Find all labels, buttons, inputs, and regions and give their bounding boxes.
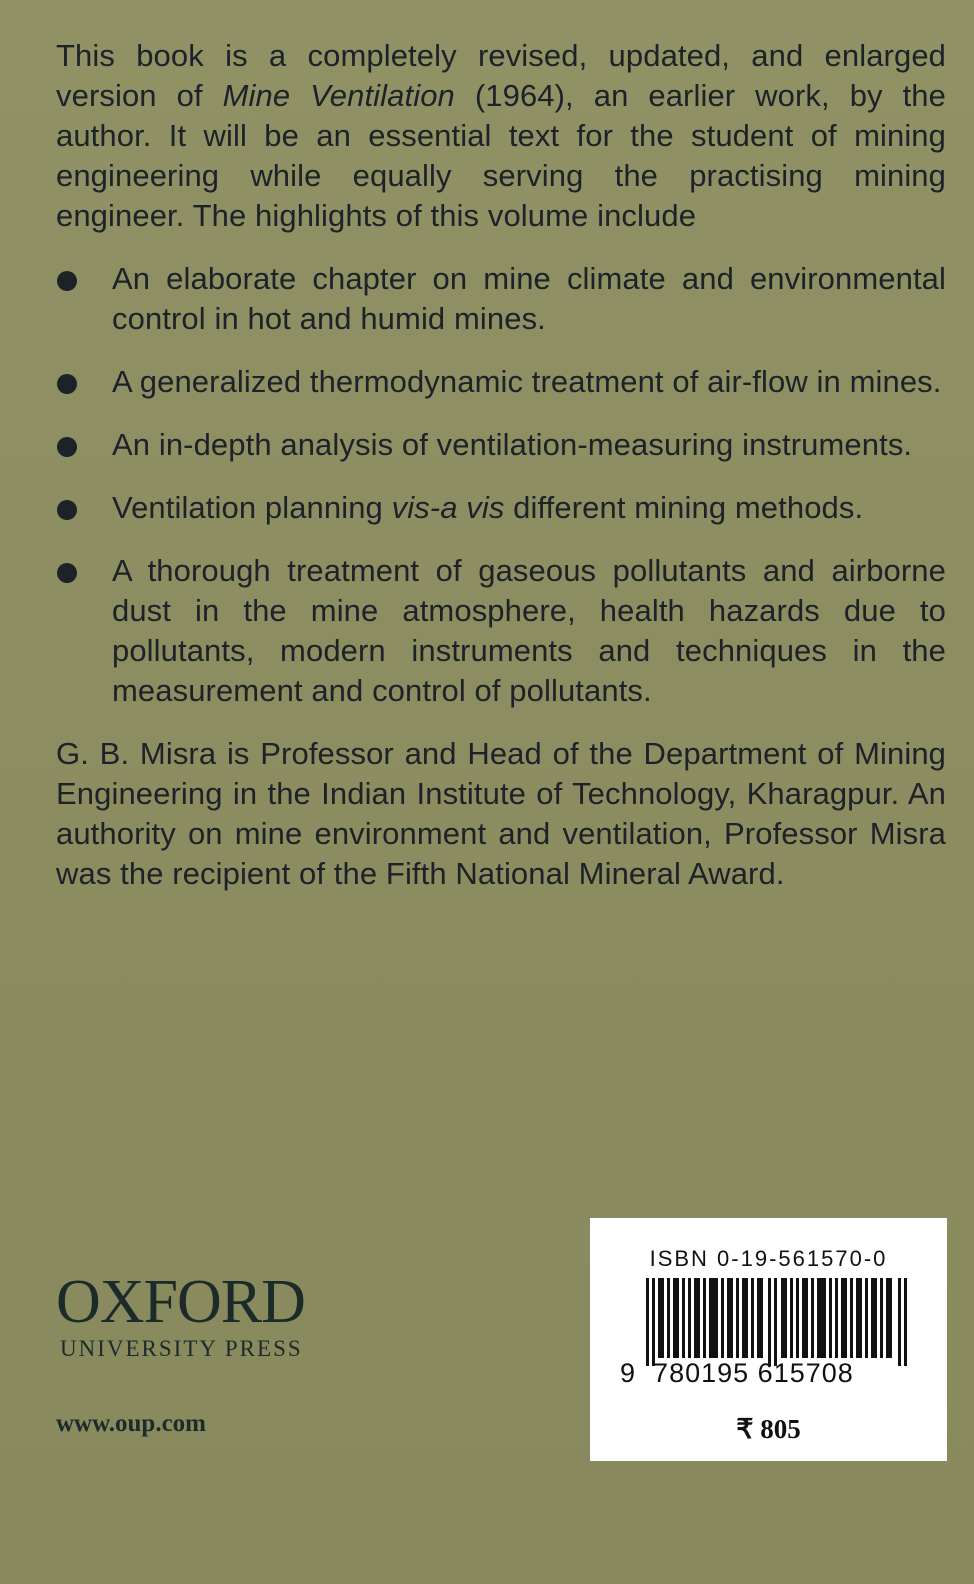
highlight-italic-phrase: vis-a vis <box>391 490 505 525</box>
ean-left-group: 780195 <box>653 1358 750 1388</box>
intro-book-title: Mine Ventilation <box>222 78 455 113</box>
list-item <box>56 362 946 402</box>
highlights-list <box>56 259 946 711</box>
publisher-name: OXFORD <box>56 1268 305 1336</box>
bullet-icon <box>57 563 77 583</box>
bullet-icon <box>57 500 77 520</box>
list-item <box>56 259 946 339</box>
author-bio: G. B. Misra is Professor and Head of the Department of Mining Engineering in the Indian Institute of Technology, Kharagpur. An authority on mine environment and ventilation, Professor Misra was the recipient of the Fifth National Mineral Award. <box>56 736 946 891</box>
blurb <box>56 36 946 894</box>
highlight-text-start: Ventilation planning <box>112 490 392 525</box>
bullet-icon <box>57 374 77 394</box>
publisher-subtitle: UNIVERSITY PRESS <box>60 1336 303 1361</box>
highlight-text: An elaborate chapter on mine climate and environmental control in hot and humid mines. <box>112 261 946 336</box>
highlight-text: A thorough treatment of gaseous pollutants and airborne dust in the mine atmosphere, health hazards due to pollutants, modern instruments and techniques in the measurement and control of pollutants. <box>112 553 946 708</box>
list-item <box>56 425 946 465</box>
intro-paragraph <box>56 36 946 236</box>
intro-text-end: (1964), an earlier work, by the author. It will be an essential text for the student of mining engineering while equally serving the practising mining engineer. The highlights of this volume include <box>56 78 946 233</box>
highlight-text: A generalized thermodynamic treatment of air-flow in mines. <box>112 364 942 399</box>
list-item <box>56 551 946 711</box>
ean-digits <box>620 1358 920 1389</box>
ean-right-group: 615708 <box>757 1358 854 1388</box>
highlight-text <box>112 490 863 525</box>
ean-first-digit: 9 <box>620 1358 637 1388</box>
highlight-text: An in-depth analysis of ventilation-measuring instruments. <box>112 427 913 462</box>
bullet-icon <box>57 437 77 457</box>
publisher-website: www.oup.com <box>56 1410 207 1437</box>
list-item <box>56 488 946 528</box>
bullet-icon <box>57 271 77 291</box>
price-label: ₹ 805 <box>736 1414 801 1444</box>
barcode-panel <box>590 1218 947 1461</box>
publisher-logo <box>56 1270 305 1362</box>
isbn-label: ISBN 0-19-561570-0 <box>649 1246 888 1271</box>
intro-text-start: This book is a completely revised, updated, and enlarged version of <box>56 38 946 113</box>
highlight-text-end: different mining methods. <box>504 490 864 525</box>
